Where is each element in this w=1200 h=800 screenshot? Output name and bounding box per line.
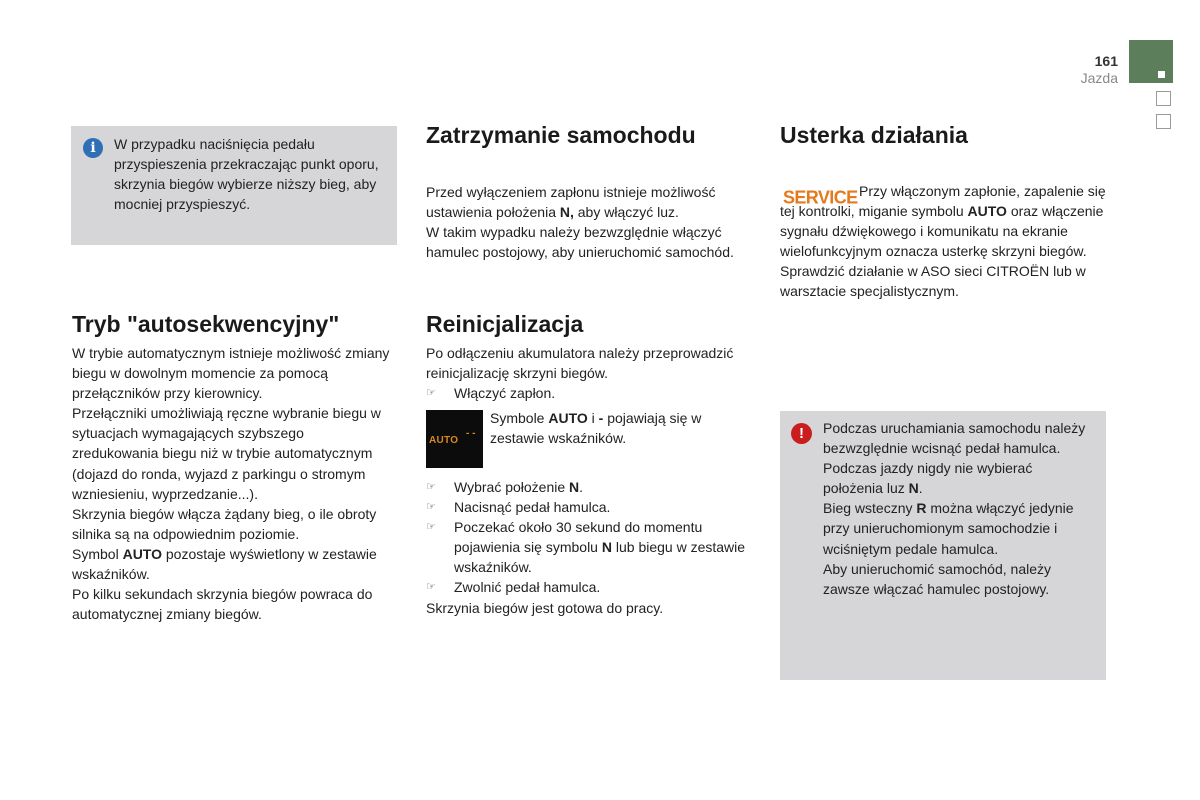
list-item: ☞ Zwolnić pedał hamulca. [426,577,746,597]
autoseq-para-5: Po kilku sekundach skrzynia biegów powraca do automatycznej zmiany biegów. [72,586,373,623]
reinit-steps-2-block [426,477,746,618]
auto-indicator-display [426,410,483,468]
autoseq-para-3: Skrzynia biegów włącza żądany bieg, o ile obroty silnika są na odpowiednim poziomie. [72,505,377,542]
pointing-hand-icon: ☞ [426,387,436,400]
warning-para-2: Podczas jazdy nigdy nie wybierać położenia luz N. [823,460,1033,497]
list-item: ☞ Włączyć zapłon. [426,383,746,403]
warning-para-4: Aby unieruchomić samochód, należy zawsze włączać hamulec postojowy. [823,560,1052,597]
info-icon: i [83,138,103,158]
auto-indicator-dash: - - [466,428,476,439]
reinit-steps-2 [426,477,746,598]
pointing-hand-icon: ☞ [426,581,436,594]
list-item: ☞ Poczekać około 30 sekund do momentu pojawienia się symbolu N lub biegu w zestawie wskaźników. [426,519,746,576]
reinit-symbols-text: Symbole AUTO i - pojawiają się w zestawie wskaźników. [490,410,702,447]
pointing-hand-icon: ☞ [426,501,436,514]
warning-text [823,418,1093,599]
reinit-outro: Skrzynia biegów jest gotowa do pracy. [426,599,664,616]
autoseq-section [72,310,392,624]
tab-marker-icon [1158,71,1165,78]
section-tab-active[interactable] [1129,40,1173,83]
autoseq-heading: Tryb "autosekwencyjny" [72,311,340,337]
warning-para-3: Bieg wsteczny R można włączyć jedynie przy unieruchomionym samochodzie i wciśniętym pedale hamulca. [823,500,1074,557]
autoseq-para-1: W trybie automatycznym istnieje możliwość zmiany biegu w dowolnym momencie za pomocą przełączników przy kierownicy. [72,345,390,402]
stop-para-2: W takim wypadku należy bezwzględnie włączyć hamulec postojowy, aby unieruchomić samochód. [426,224,734,261]
service-warning-icon: SERVICE [783,186,858,208]
section-tab-2[interactable] [1156,91,1171,106]
stop-heading: Zatrzymanie samochodu [426,122,696,148]
reinit-heading: Reinicjalizacja [426,311,584,337]
reinit-intro: Po odłączeniu akumulatora należy przeprowadzić reinicjalizację skrzyni biegów. [426,345,734,382]
page-number: 161 [1094,53,1118,69]
pointing-hand-icon: ☞ [426,481,436,493]
fault-heading: Usterka działania [780,122,968,148]
auto-indicator-label: AUTO [429,435,459,446]
section-tab-3[interactable] [1156,114,1171,129]
fault-section [780,121,1110,149]
reinit-steps-1 [426,383,746,403]
warning-para-1: Podczas uruchamiania samochodu należy bezwzględnie wcisnąć pedał hamulca. [823,420,1086,457]
warning-icon: ! [791,423,812,444]
warning-note-box [780,411,1106,680]
fault-text: Przy włączonym zapłonie, zapalenie się tej kontrolki, miganie symbolu AUTO oraz włączenie sygnału dźwiękowego i komunikatu na ekranie wielofunkcyjnym oznacza usterkę skrzyni biegów. Sprawdzić działanie w ASO sieci CITROËN lub w warsztacie specjalistycznym. [780,183,1106,300]
section-title: Jazda [1080,70,1118,86]
reinit-section [426,310,746,403]
pointing-hand-icon: ☞ [426,521,436,534]
info-note-text: W przypadku naciśnięcia pedału przyspieszenia przekraczając punkt oporu, skrzynia biegów wybierze niższy bieg, aby mocniej przyspieszyć. [114,136,379,213]
autoseq-para-2: Przełączniki umożliwiają ręczne wybranie biegu w sytuacjach wymagających szybszego zredukowania biegu niż w trybie automatycznym (dojazd do ronda, wyjazd z parkingu o stromym wzniesieniu, wyprzedzanie...). [72,405,381,502]
stop-section [426,121,751,262]
info-note-box [71,126,397,245]
autoseq-para-4: Symbol AUTO pozostaje wyświetlony w zestawie wskaźników. [72,545,377,583]
list-item: ☞ Wybrać położenie N. [426,477,746,497]
list-item: ☞ Nacisnąć pedał hamulca. [426,497,746,517]
stop-para-1: Przed wyłączeniem zapłonu istnieje możliwość ustawienia położenia N, aby włączyć luz. [426,184,716,221]
